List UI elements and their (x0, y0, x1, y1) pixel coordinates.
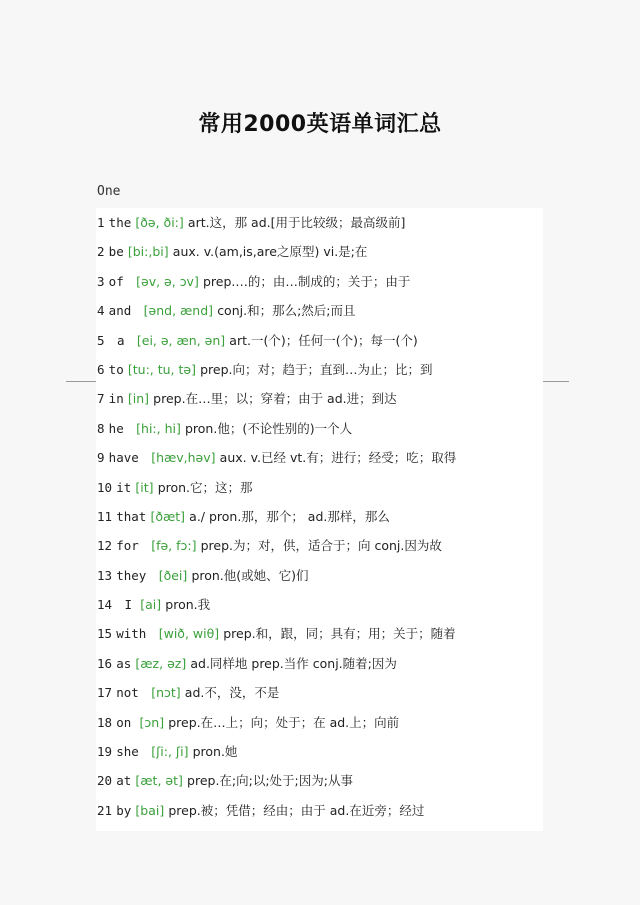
word-entry (96, 708, 543, 737)
entry-phonetic: [tu:, tu, tə] (127, 361, 196, 377)
entry-number: 16 (97, 655, 113, 671)
entry-number: 19 (97, 744, 113, 760)
entry-phonetic: [wið, wiθ] (158, 626, 220, 642)
entry-word: he (108, 420, 124, 436)
entry-phonetic: [hi:, hi] (136, 420, 181, 436)
entry-word: a (116, 332, 125, 348)
entry-word: that (116, 508, 147, 524)
entry-definition: prep.和，跟，同；具有；用；关于；随着 (223, 626, 456, 642)
word-entry (96, 796, 543, 825)
entry-definition: aux. v.已经 vt.有；进行；经受；吃；取得 (219, 450, 457, 466)
entry-number: 2 (97, 244, 105, 260)
word-entry (96, 237, 543, 266)
entry-phonetic: [ɔn] (139, 714, 165, 730)
entry-number: 14 (97, 597, 113, 613)
entry-definition: art.一(个)；任何一(个)；每一(个) (229, 332, 418, 348)
entry-definition: prep.在…上；向；处于；在 ad.上；向前 (168, 714, 400, 730)
entry-definition: pron.我 (165, 597, 211, 613)
entry-definition: pron.他(或她、它)们 (191, 567, 309, 583)
entry-number: 1 (97, 215, 105, 230)
entry-definition: prep.为；对，供，适合于；向 conj.因为故 (200, 538, 442, 554)
entry-definition: prep.…的；由…制成的；关于；由于 (202, 273, 411, 289)
entry-definition: ad.不，没，不是 (184, 685, 280, 701)
entry-number: 18 (97, 714, 113, 730)
entry-word: for (116, 538, 139, 554)
divider-left (66, 381, 97, 382)
entry-definition: a./ pron.那，那个； ad.那样，那么 (189, 508, 390, 524)
entry-phonetic: [nɔt] (151, 685, 181, 701)
divider-right (543, 381, 569, 382)
entry-number: 10 (97, 479, 113, 495)
entry-number: 5 (97, 332, 105, 348)
word-entry (96, 326, 543, 355)
entry-phonetic: [ðə, ði:] (135, 215, 184, 230)
entry-number: 3 (97, 273, 105, 289)
entry-phonetic: [it] (135, 479, 154, 495)
entry-number: 7 (97, 391, 105, 407)
entry-definition: pron.他；(不论性别的)一个人 (184, 420, 353, 436)
entry-number: 17 (97, 685, 113, 701)
entry-word: as (116, 655, 132, 671)
entry-word: it (116, 479, 132, 495)
entry-number: 15 (97, 626, 113, 642)
entry-word: she (116, 744, 139, 760)
word-entry (96, 561, 543, 590)
page-title: 常用2000英语单词汇总 (198, 112, 442, 137)
word-entry (96, 384, 543, 413)
section-heading: One (97, 184, 121, 199)
entry-word: of (108, 273, 124, 289)
entry-phonetic: [ʃi:, ʃi] (151, 744, 189, 760)
entry-definition: conj.和；那么;然后;而且 (217, 303, 356, 319)
entry-phonetic: [əv, ə, ɔv] (136, 273, 199, 289)
entry-word: to (108, 361, 124, 377)
entry-definition: aux. v.(am,is,are之原型) vi.是;在 (172, 244, 368, 260)
entry-word: be (108, 244, 124, 260)
word-entry (96, 678, 543, 707)
word-entry (96, 296, 543, 325)
entry-phonetic: [ənd, ænd] (143, 303, 214, 319)
entry-number: 8 (97, 420, 105, 436)
word-entry (96, 355, 543, 384)
entry-phonetic: [hæv,həv] (151, 450, 216, 466)
entry-definition: ad.同样地 prep.当作 conj.随着;因为 (190, 655, 397, 671)
entry-definition: prep.在…里；以；穿着；由于 ad.进；到达 (153, 391, 397, 407)
entry-phonetic: [bi:,bi] (127, 244, 169, 260)
entry-number: 6 (97, 361, 105, 377)
entry-word: and (108, 303, 132, 319)
word-entry (96, 414, 543, 443)
entry-phonetic: [ðei] (158, 567, 188, 583)
word-entry (96, 766, 543, 795)
entry-definition: prep.向；对；趋于；直到…为止；比；到 (200, 361, 433, 377)
entry-number: 4 (97, 303, 105, 319)
word-entry (96, 502, 543, 531)
entry-word: on (116, 714, 132, 730)
entry-phonetic: [in] (127, 391, 150, 407)
entry-word: they (116, 567, 147, 583)
entry-number: 12 (97, 538, 113, 554)
word-entry (96, 649, 543, 678)
entry-definition: art.这，那 ad.[用于比较级；最高级前] (187, 215, 406, 230)
entry-word: with (116, 626, 147, 642)
entry-phonetic: [ei, ə, æn, ən] (136, 332, 226, 348)
word-entry (96, 208, 543, 237)
word-entry (96, 443, 543, 472)
entry-word: I (124, 597, 132, 613)
entry-definition: prep.在;向;以;处于;因为;从事 (187, 773, 353, 789)
word-entry (96, 737, 543, 766)
word-entry (96, 531, 543, 560)
word-entry (96, 619, 543, 648)
entry-definition: pron.它；这；那 (157, 479, 253, 495)
entry-number: 11 (97, 508, 113, 524)
word-entry (96, 267, 543, 296)
entry-word: the (108, 215, 132, 230)
entry-word: not (116, 685, 139, 701)
word-entry (96, 473, 543, 502)
entry-word: have (108, 450, 139, 466)
entry-definition: pron.她 (192, 744, 238, 760)
entry-number: 20 (97, 773, 113, 789)
entry-word: by (116, 802, 132, 818)
entry-number: 13 (97, 567, 113, 583)
entry-number: 9 (97, 450, 105, 466)
entry-word: at (116, 773, 132, 789)
entry-phonetic: [ðæt] (150, 508, 186, 524)
entry-word: in (108, 391, 124, 407)
word-entry (96, 590, 543, 619)
entry-phonetic: [æz, əz] (135, 655, 187, 671)
entry-phonetic: [bai] (135, 802, 165, 818)
entry-phonetic: [æt, ət] (135, 773, 183, 789)
entry-phonetic: [ai] (140, 597, 162, 613)
entry-phonetic: [fə, fɔ:] (151, 538, 197, 554)
word-list (96, 208, 543, 831)
entry-number: 21 (97, 802, 113, 818)
entry-definition: prep.被；凭借；经由；由于 ad.在近旁；经过 (168, 802, 425, 818)
